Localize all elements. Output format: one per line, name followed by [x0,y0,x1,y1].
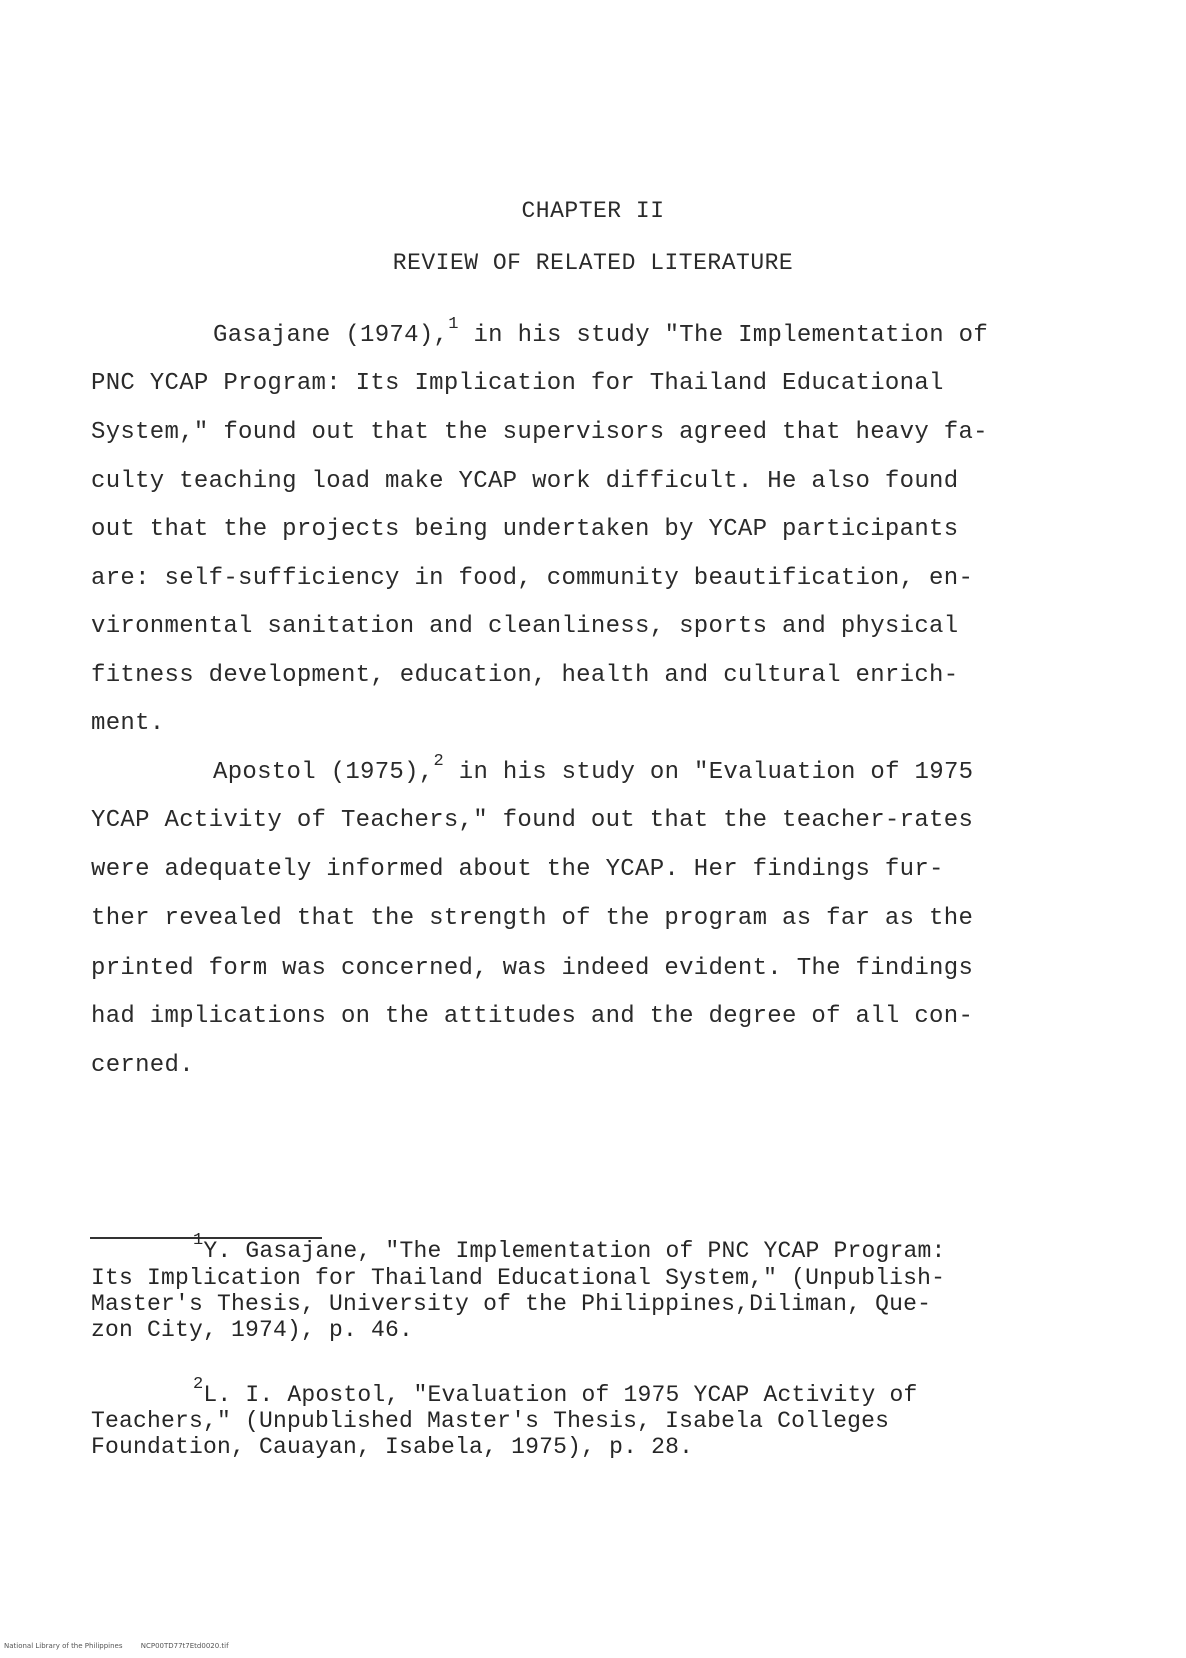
library-name: National Library of the Philippines [4,1642,123,1650]
footnote-number: 2 [193,1375,204,1394]
paragraph-line: vironmental sanitation and cleanliness, sports and physical [91,613,959,640]
paragraph-line: are: self-sufficiency in food, community beautification, en- [91,565,974,592]
chapter-subtitle: REVIEW OF RELATED LITERATURE [392,250,794,276]
paragraph-line: fitness development, education, health and cultural enrich- [91,662,959,689]
paragraph-line: were adequately informed about the YCAP. Her findings fur- [91,856,944,883]
footnote-line: Its Implication for Thailand Educational System," (Unpublish- [91,1265,946,1291]
footnote-line: $^2$L. I. Apostol, "Evaluation of 1975 YCAP Activity of [193,1375,918,1408]
paragraph-line: Apostol (1975),$^2$ in his study on "Evaluation of 1975 [213,752,974,786]
paragraph-line: PNC YCAP Program: Its Implication for Thailand Educational [91,370,944,397]
paragraph-line: out that the projects being undertaken by YCAP participants [91,516,959,543]
footnote-line: Teachers," (Unpublished Master's Thesis, Isabela Colleges [91,1408,890,1434]
footnote-line: $^1$Y. Gasajane, "The Implementation of PNC YCAP Program: [193,1231,946,1264]
footnote-number: 1 [193,1231,204,1250]
paragraph-line: ther revealed that the strength of the program as far as the [91,905,974,932]
footnote-marker-2: 2 [433,752,445,771]
paragraph-line: had implications on the attitudes and the degree of all con- [91,1003,974,1030]
scan-filename: NCP00TD77t7Etd0020.tif [140,1642,229,1650]
footnote-line: Master's Thesis, University of the Philippines,Diliman, Que- [91,1291,932,1317]
footnote-line: zon City, 1974), p. 46. [91,1317,414,1343]
paragraph-line: cerned. [91,1052,194,1079]
footnote-line: Foundation, Cauayan, Isabela, 1975), p. 28. [91,1434,694,1460]
paragraph-line: YCAP Activity of Teachers," found out that the teacher-rates [91,807,974,834]
paragraph-line: ment. [91,710,165,737]
chapter-title: CHAPTER II [521,198,665,224]
paragraph-line: printed form was concerned, was indeed evident. The findings [91,955,974,982]
paragraph-line: System," found out that the supervisors agreed that heavy fa- [91,419,988,446]
paragraph-line: culty teaching load make YCAP work difficult. He also found [91,468,959,495]
scan-footer [4,1642,245,1650]
footnote-marker-1: 1 [448,315,459,334]
paragraph-line: Gasajane (1974),$^1$ in his study "The Implementation of [213,315,989,349]
